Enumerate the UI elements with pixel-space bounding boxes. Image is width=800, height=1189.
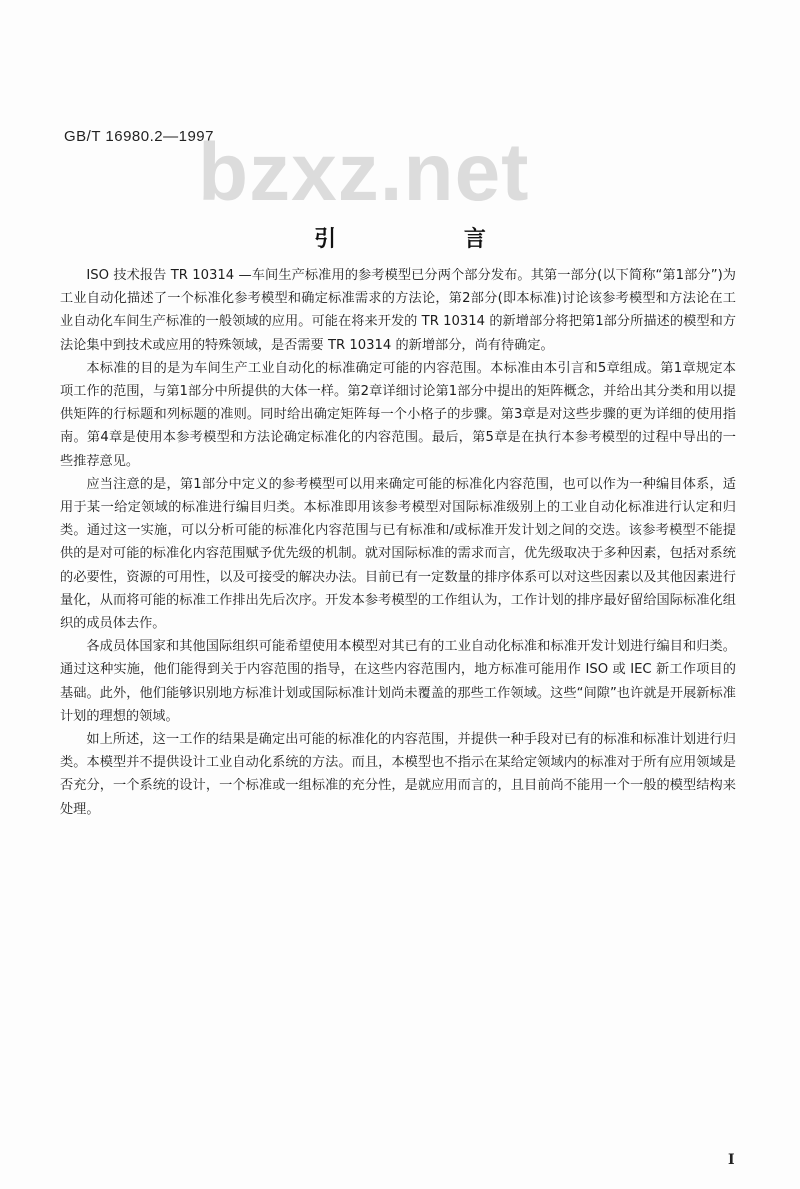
introduction-body [60, 264, 736, 821]
paragraph: 如上所述，这一工作的结果是确定出可能的标准化的内容范围，并提供一种手段对已有的标准和标准计划进行归类。本模型并不提供设计工业自动化系统的方法。而且，本模型也不指示在某给定领域内的标准对于所有应用领域是否充分，一个系统的设计，一个标准或一组标准的充分性，是就应用而言的，且目前尚不能用一个一般的模型结构来处理。 [60, 732, 736, 817]
standard-number: GB/T 16980.2—1997 [64, 128, 214, 145]
page-number: I [728, 1152, 735, 1168]
paragraph: 各成员体国家和其他国际组织可能希望使用本模型对其已有的工业自动化标准和标准开发计划进行编目和归类。通过这种实施，他们能得到关于内容范围的指导，在这些内容范围内，地方标准可能用作 ISO 或 IEC 新工作项目的基础。此外，他们能够识别地方标准计划或国际标准计划尚未覆盖的那些工作领域。这些“间隙”也许就是开展新标准计划的理想的领域。 [60, 639, 736, 724]
section-title: 引 言 [314, 227, 546, 252]
watermark: bzxz.net [198, 127, 530, 218]
paragraph: ISO 技术报告 TR 10314 —车间生产标准用的参考模型已分两个部分发布。其第一部分(以下简称“第1部分”)为工业自动化描述了一个标准化参考模型和确定标准需求的方法论，第2部分(即本标准)讨论该参考模型和方法论在工业自动化车间生产标准的一般领域的应用。可能在将来开发的 TR 10314 的新增部分将把第1部分所描述的模型和方法论集中到技术或应用的特殊领域，是否需要 TR 10314 的新增部分，尚有待确定。 [60, 268, 736, 353]
paragraph: 本标准的目的是为车间生产工业自动化的标准确定可能的内容范围。本标准由本引言和5章组成。第1章规定本项工作的范围，与第1部分中所提供的大体一样。第2章详细讨论第1部分中提出的矩阵概念，并给出其分类和用以提供矩阵的行标题和列标题的准则。同时给出确定矩阵每一个小格子的步骤。第3章是对这些步骤的更为详细的使用指南。第4章是使用本参考模型和方法论确定标准化的内容范围。最后，第5章是在执行本参考模型的过程中导出的一些推荐意见。 [60, 360, 736, 469]
paragraph: 应当注意的是，第1部分中定义的参考模型可以用来确定可能的标准化内容范围，也可以作为一种编目体系，适用于某一给定领域的标准进行编目归类。本标准即用该参考模型对国际标准级别上的工业自动化标准进行认定和归类。通过这一实施，可以分析可能的标准化内容范围与已有标准和/或标准开发计划之间的交迭。该参考模型不能提供的是对可能的标准化内容范围赋予优先级的机制。就对国际标准的需求而言，优先级取决于多种因素，包括对系统的必要性，资源的可用性，以及可接受的解决办法。目前已有一定数量的排序体系可以对这些因素以及其他因素进行量化，从而将可能的标准工作排出先后次序。开发本参考模型的工作组认为，工作计划的排序最好留给国际标准化组织的成员体去作。 [60, 476, 736, 632]
